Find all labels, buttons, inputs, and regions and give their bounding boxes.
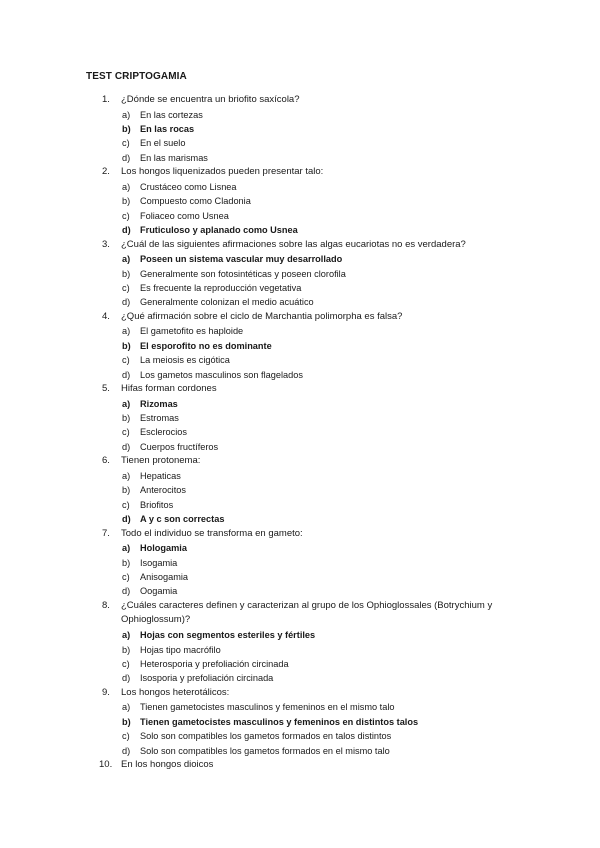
option-text: En las cortezas — [140, 109, 203, 120]
option-text: Cuerpos fructíferos — [140, 441, 219, 452]
option-list — [0, 324, 600, 382]
option-text: Poseen un sistema vascular muy desarrollado — [140, 254, 343, 265]
option-letter: a) — [122, 543, 131, 554]
option-list — [0, 397, 600, 455]
question-number: 3. — [102, 238, 110, 250]
option-text: Compuesto como Cladonia — [140, 196, 251, 207]
option-letter: b) — [122, 413, 131, 424]
option-text: Hepaticas — [140, 470, 181, 481]
option-text: Solo son compatibles los gametos formados en talos distintos — [140, 731, 392, 742]
answer-option — [0, 194, 600, 208]
option-text: Hojas tipo macrófilo — [140, 644, 221, 655]
option-text: Hojas con segmentos esteriles y fértiles — [140, 630, 316, 641]
answer-option — [0, 744, 600, 758]
correct-option — [0, 628, 600, 642]
option-letter: c) — [122, 499, 130, 510]
option-letter: d) — [122, 586, 131, 597]
question-item — [0, 238, 600, 310]
answer-option — [0, 180, 600, 194]
option-text: El gametofito es haploide — [140, 326, 244, 337]
question-text: Todo el individuo se transforma en gameto: — [121, 527, 303, 539]
answer-option — [0, 136, 600, 150]
question-number: 6. — [102, 455, 110, 467]
correct-option — [0, 715, 600, 729]
answer-option — [0, 425, 600, 439]
question-item — [0, 310, 600, 382]
question-text: Hifas forman cordones — [121, 383, 217, 394]
answer-option — [0, 151, 600, 165]
option-letter: b) — [122, 644, 131, 655]
question-item — [0, 527, 600, 599]
question-item — [0, 686, 600, 758]
question-line — [0, 599, 600, 614]
option-letter: b) — [122, 196, 131, 207]
option-list — [0, 700, 600, 758]
option-list — [0, 469, 600, 527]
option-text: Fruticuloso y aplanado como Usnea — [140, 225, 298, 236]
option-letter: a) — [122, 326, 131, 337]
question-text: Los hongos heterotálicos: — [121, 686, 230, 698]
option-text: Foliaceo como Usnea — [140, 210, 229, 221]
option-text: Tienen gametocistes masculinos y femeninos en distintos talos — [140, 716, 419, 727]
question-line — [0, 93, 600, 108]
option-letter: d) — [122, 514, 131, 525]
option-letter: a) — [122, 630, 131, 641]
answer-option — [0, 700, 600, 714]
option-text: La meiosis es cigótica — [140, 355, 230, 366]
option-letter: a) — [122, 254, 131, 265]
option-letter: a) — [122, 181, 131, 192]
option-letter: d) — [122, 225, 131, 236]
option-list — [0, 252, 600, 310]
question-item — [0, 599, 600, 686]
correct-option — [0, 252, 600, 266]
correct-option — [0, 541, 600, 555]
question-number: 1. — [102, 94, 110, 105]
answer-option — [0, 483, 600, 497]
correct-option — [0, 397, 600, 411]
option-text: Hologamia — [140, 543, 187, 554]
option-text: Isosporia y prefoliación circinada — [140, 673, 274, 684]
question-line — [0, 527, 600, 542]
question-item — [0, 454, 600, 526]
option-text: El esporofito no es dominante — [140, 340, 272, 351]
correct-option — [0, 223, 600, 237]
option-text: A y c son correctas — [140, 514, 225, 525]
option-letter: d) — [122, 152, 131, 163]
question-number: 2. — [102, 166, 110, 178]
option-letter: b) — [122, 124, 131, 135]
option-letter: b) — [122, 268, 131, 279]
option-letter: c) — [122, 427, 130, 438]
option-letter: a) — [122, 702, 131, 713]
answer-option — [0, 469, 600, 483]
answer-option — [0, 671, 600, 685]
question-line — [0, 165, 600, 180]
question-list — [0, 93, 600, 773]
option-text: Crustáceo como Lisnea — [140, 181, 237, 192]
option-text: Los gametos masculinos son flagelados — [140, 369, 303, 380]
question-item — [0, 165, 600, 237]
option-list — [0, 628, 600, 686]
correct-option — [0, 122, 600, 136]
question-number: 9. — [102, 686, 110, 698]
question-item — [0, 382, 600, 454]
question-line — [0, 686, 600, 701]
option-letter: b) — [122, 557, 131, 568]
question-text: ¿Cuáles caracteres definen y caracterizan al grupo de los Ophioglossales (Botrychium y — [121, 599, 493, 611]
question-line — [0, 454, 600, 469]
option-text: Rizomas — [140, 398, 178, 409]
question-number: 5. — [102, 383, 110, 394]
option-letter: c) — [122, 138, 130, 149]
question-text: ¿Dónde se encuentra un briofito saxícola? — [121, 94, 300, 105]
option-text: Briofitos — [140, 499, 174, 510]
answer-option — [0, 295, 600, 309]
option-text: En las rocas — [140, 124, 195, 135]
option-text: Oogamia — [140, 586, 178, 597]
option-text: Anisogamia — [140, 571, 189, 582]
option-text: En el suelo — [140, 138, 186, 149]
answer-option — [0, 729, 600, 743]
option-letter: c) — [122, 658, 130, 669]
question-text: Tienen protonema: — [121, 455, 201, 467]
option-letter: b) — [122, 716, 131, 727]
answer-option — [0, 556, 600, 570]
question-text: Los hongos liquenizados pueden presentar talo: — [121, 166, 324, 178]
answer-option — [0, 570, 600, 584]
option-text: Generalmente colonizan el medio acuático — [140, 297, 314, 308]
option-letter: a) — [122, 109, 131, 120]
option-text: Heterosporia y prefoliación circinada — [140, 658, 289, 669]
question-line — [0, 382, 600, 397]
option-text: Generalmente son fotosintéticas y poseen clorofila — [140, 268, 346, 279]
option-letter: c) — [122, 210, 130, 221]
answer-option — [0, 440, 600, 454]
option-text: Solo son compatibles los gametos formados en el mismo talo — [140, 745, 390, 756]
option-list — [0, 541, 600, 599]
question-item — [0, 758, 600, 773]
option-text: En las marismas — [140, 152, 208, 163]
option-letter: c) — [122, 571, 130, 582]
question-line-continued — [0, 613, 600, 628]
question-text: ¿Cuál de las siguientes afirmaciones sobre las algas eucariotas no es verdadera? — [121, 238, 466, 250]
option-letter: d) — [122, 441, 131, 452]
answer-option — [0, 657, 600, 671]
question-text-continuation: Ophioglossum)? — [121, 614, 191, 626]
answer-option — [0, 643, 600, 657]
question-line — [0, 758, 600, 773]
option-text: Isogamia — [140, 557, 178, 568]
answer-option — [0, 498, 600, 512]
option-letter: a) — [122, 470, 131, 481]
answer-option — [0, 584, 600, 598]
question-item — [0, 93, 600, 165]
option-letter: c) — [122, 282, 130, 293]
answer-option — [0, 209, 600, 223]
option-text: Esclerocios — [140, 427, 187, 438]
option-letter: c) — [122, 355, 130, 366]
correct-option — [0, 512, 600, 526]
option-text: Tienen gametocistes masculinos y femeninos en el mismo talo — [140, 702, 395, 713]
option-text: Es frecuente la reproducción vegetativa — [140, 282, 302, 293]
question-number: 7. — [102, 527, 110, 539]
question-number: 4. — [102, 310, 110, 322]
option-letter: d) — [122, 745, 131, 756]
document-title: TEST CRIPTOGAMIA — [86, 71, 187, 82]
answer-option — [0, 108, 600, 122]
answer-option — [0, 281, 600, 295]
option-letter: d) — [122, 369, 131, 380]
option-text: Anterocitos — [140, 485, 186, 496]
correct-option — [0, 339, 600, 353]
answer-option — [0, 368, 600, 382]
answer-option — [0, 353, 600, 367]
answer-option — [0, 267, 600, 281]
option-list — [0, 180, 600, 238]
option-text: Estromas — [140, 413, 179, 424]
option-letter: d) — [122, 673, 131, 684]
question-line — [0, 238, 600, 253]
question-text: En los hongos dioicos — [121, 758, 214, 770]
answer-option — [0, 411, 600, 425]
option-letter: c) — [122, 731, 130, 742]
option-letter: a) — [122, 398, 131, 409]
question-text: ¿Qué afirmación sobre el ciclo de Marchantia polimorpha es falsa? — [121, 310, 403, 322]
option-letter: b) — [122, 340, 131, 351]
question-number: 10. — [99, 758, 113, 770]
option-letter: b) — [122, 485, 131, 496]
option-list — [0, 108, 600, 166]
question-line — [0, 310, 600, 325]
question-number: 8. — [102, 599, 110, 611]
option-letter: d) — [122, 297, 131, 308]
answer-option — [0, 324, 600, 338]
